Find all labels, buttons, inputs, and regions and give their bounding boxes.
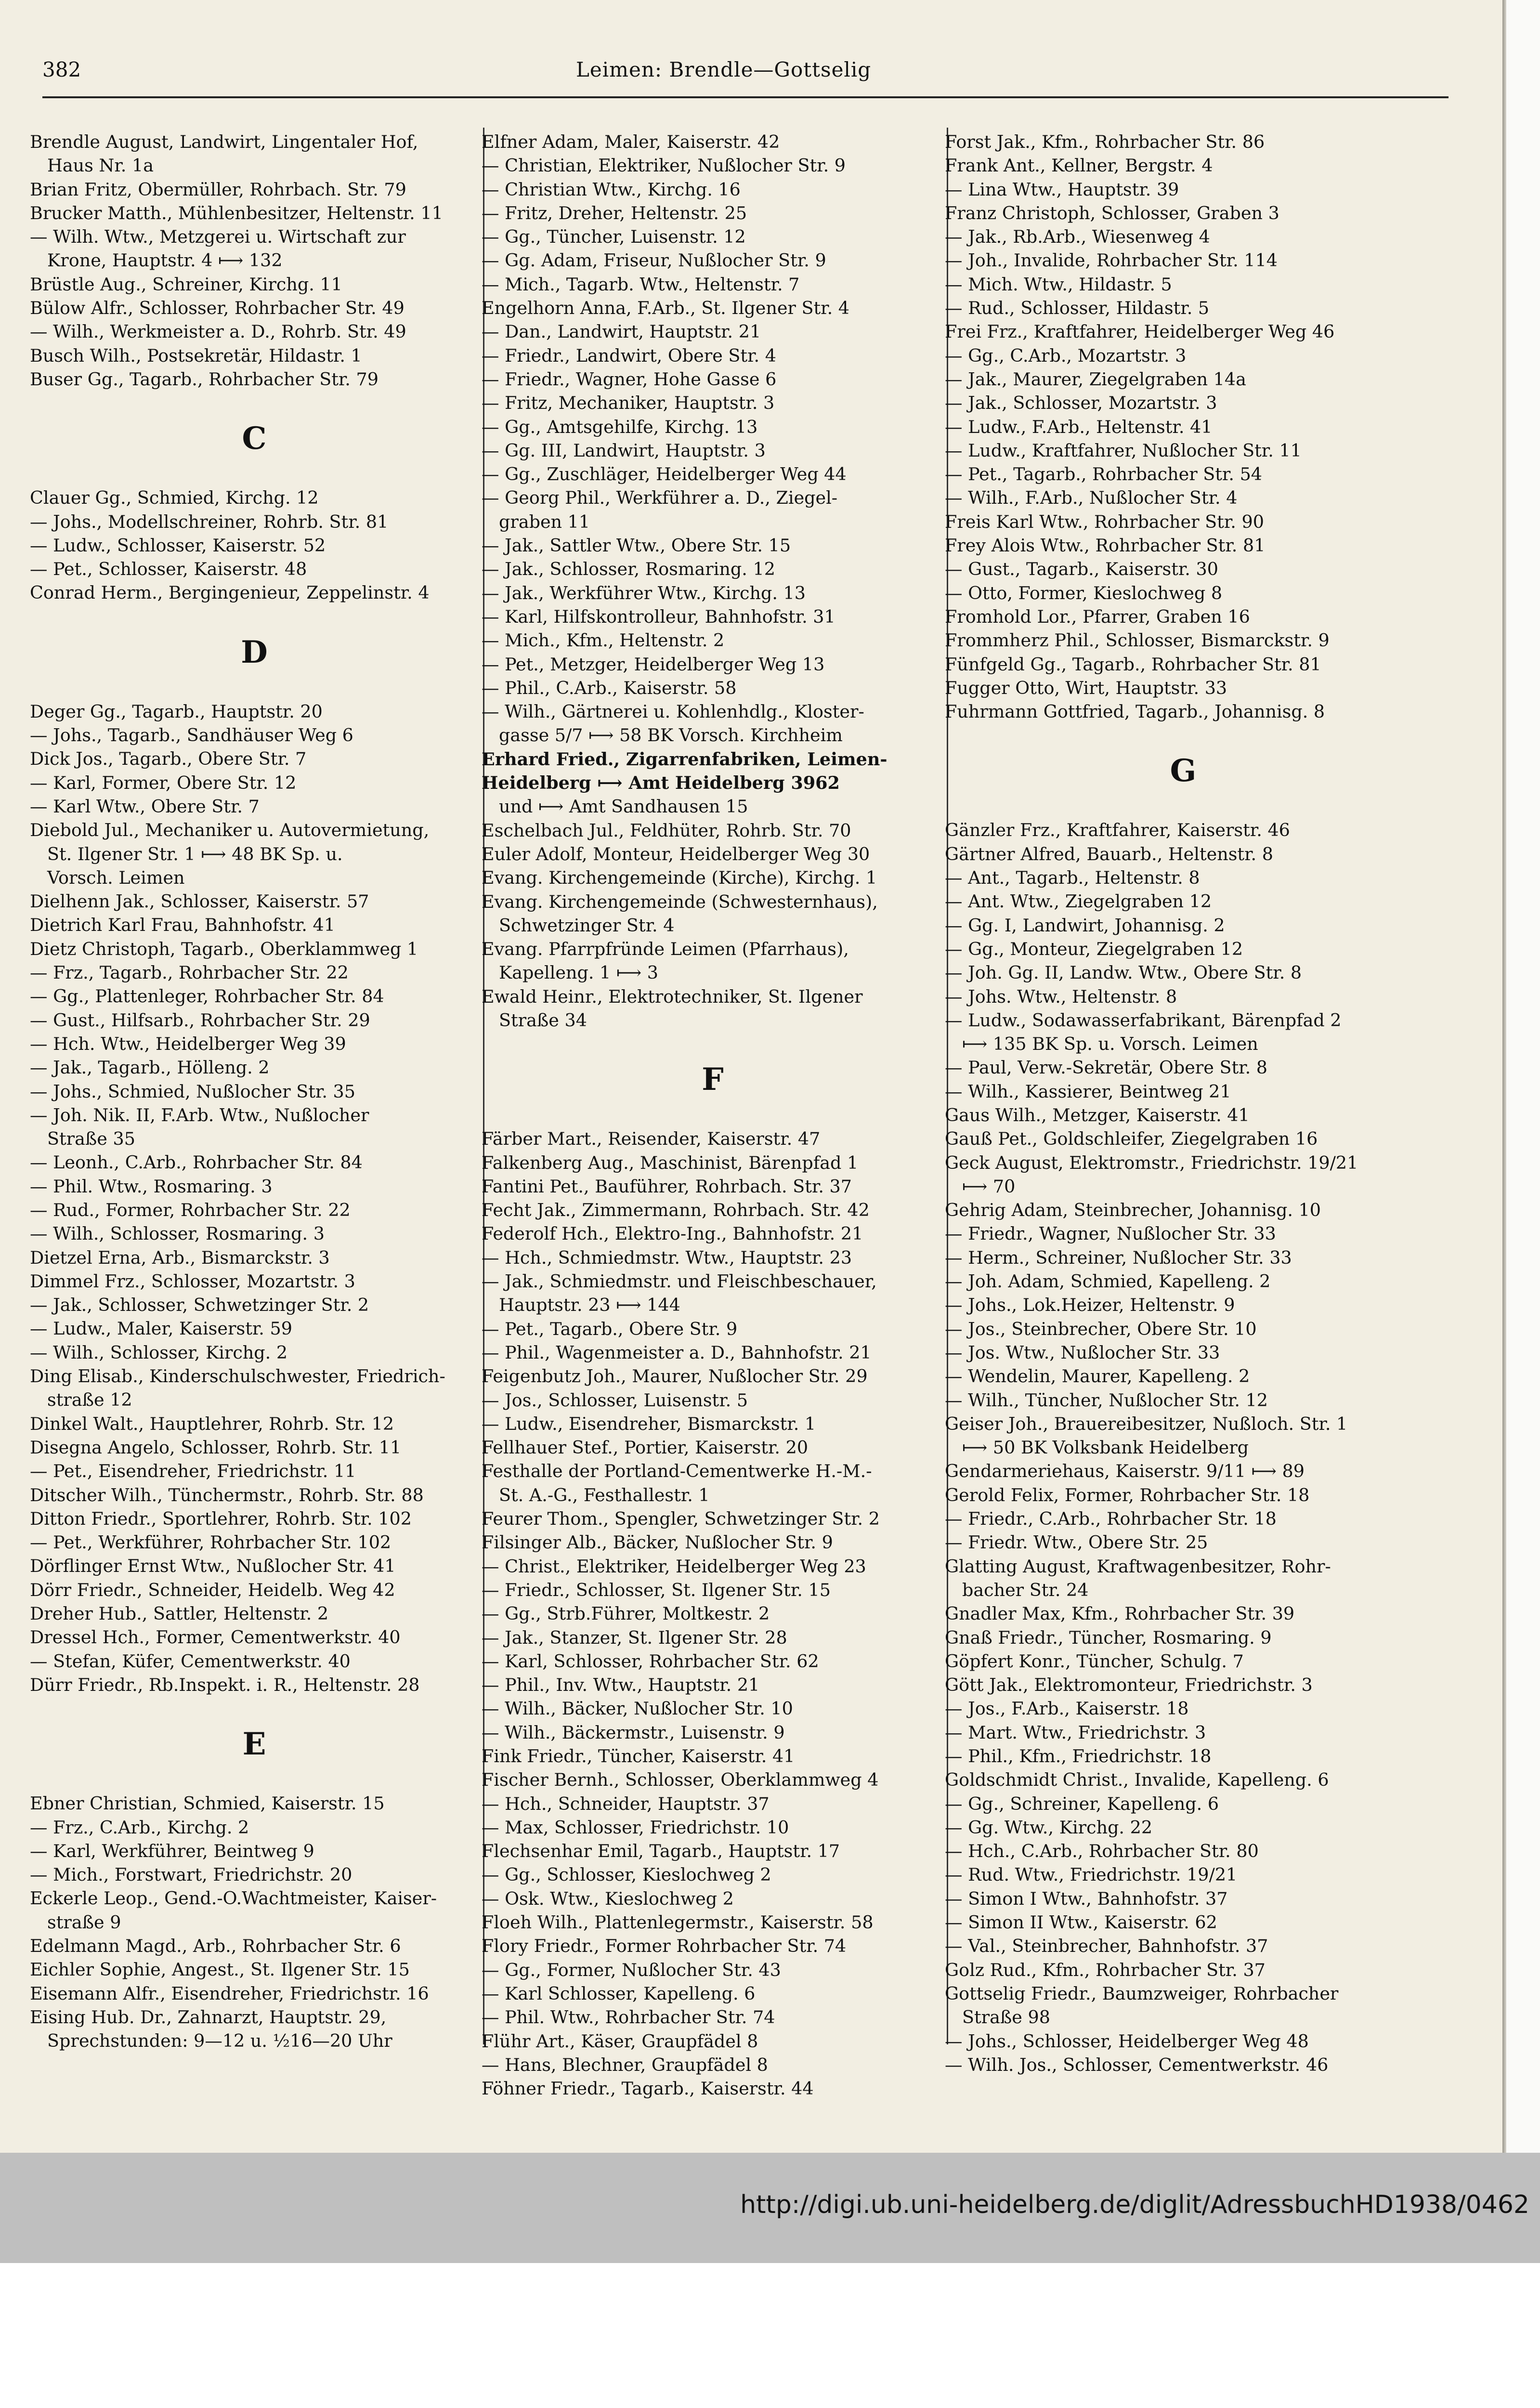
directory-entry: — Jos., Schlosser, Luisenstr. 5 [482, 1389, 748, 1411]
directory-entry: — Gg. Adam, Friseur, Nußlocher Str. 9 [482, 250, 826, 271]
directory-entry: — Simon I Wtw., Bahnhofstr. 37 [945, 1888, 1228, 1909]
directory-entry: — Pet., Tagarb., Rohrbacher Str. 54 [945, 464, 1263, 485]
directory-entry: Geck August, Elektromstr., Friedrichstr. 19/21 [945, 1152, 1358, 1173]
directory-entry: Fischer Bernh., Schlosser, Oberklammweg 4 [482, 1769, 879, 1791]
directory-entry: Dietrich Karl Frau, Bahnhofstr. 41 [30, 915, 335, 936]
directory-entry: — Ludw., F.Arb., Heltenstr. 41 [945, 416, 1213, 437]
directory-entry: — Rud. Wtw., Friedrichstr. 19/21 [945, 1864, 1238, 1885]
directory-entry: — Johs. Wtw., Heltenstr. 8 [945, 986, 1177, 1007]
directory-entry: — Wilh., Bäcker, Nußlocher Str. 10 [482, 1698, 793, 1719]
directory-entry: — Wilh. Jos., Schlosser, Cementwerkstr. 46 [945, 2054, 1329, 2075]
directory-entry: Federolf Hch., Elektro-Ing., Bahnhofstr. 21 [482, 1223, 863, 1244]
directory-entry: Kapelleng. 1 ⟼ 3 [499, 962, 658, 983]
directory-entry: — Stefan, Küfer, Cementwerkstr. 40 [30, 1650, 351, 1672]
directory-entry: — Jak., Schmiedmstr. und Fleischbeschauer, [482, 1271, 877, 1292]
directory-entry: — Georg Phil., Werkführer a. D., Ziegel- [482, 487, 838, 509]
directory-entry: — Johs., Lok.Heizer, Heltenstr. 9 [945, 1295, 1235, 1316]
directory-entry: — Gg., Amtsgehilfe, Kirchg. 13 [482, 416, 758, 437]
directory-entry: Ditton Friedr., Sportlehrer, Rohrb. Str. 102 [30, 1508, 412, 1529]
directory-entry: — Hch., Schmiedmstr. Wtw., Hauptstr. 23 [482, 1247, 852, 1268]
directory-entry: ⟼ 50 BK Volksbank Heidelberg [962, 1437, 1249, 1458]
directory-entry: Dietzel Erna, Arb., Bismarckstr. 3 [30, 1247, 330, 1268]
directory-entry: Falkenberg Aug., Maschinist, Bärenpfad 1 [482, 1152, 859, 1173]
directory-entry: — Gg., Plattenleger, Rohrbacher Str. 84 [30, 986, 384, 1007]
directory-entry: — Hch., Schneider, Hauptstr. 37 [482, 1793, 770, 1814]
directory-entry: — Ludw., Eisendreher, Bismarckstr. 1 [482, 1413, 816, 1434]
directory-entry: Dielhenn Jak., Schlosser, Kaiserstr. 57 [30, 891, 369, 912]
directory-entry: — Mich., Tagarb. Wtw., Heltenstr. 7 [482, 274, 800, 295]
directory-entry: — Wilh., Tüncher, Nußlocher Str. 12 [945, 1389, 1268, 1411]
directory-entry: — Rud., Former, Rohrbacher Str. 22 [30, 1199, 351, 1220]
directory-entry: — Friedr., Landwirt, Obere Str. 4 [482, 345, 776, 366]
directory-entry: — Jak., Schlosser, Schwetzinger Str. 2 [30, 1295, 369, 1316]
directory-entry: Frommherz Phil., Schlosser, Bismarckstr. 9 [945, 630, 1330, 651]
directory-entry: — Wendelin, Maurer, Kapelleng. 2 [945, 1366, 1250, 1387]
directory-entry: Dinkel Walt., Hauptlehrer, Rohrb. Str. 12 [30, 1413, 394, 1434]
directory-entry: Erhard Fried., Zigarrenfabriken, Leimen- [482, 748, 887, 770]
directory-entry: Feigenbutz Joh., Maurer, Nußlocher Str. 29 [482, 1366, 868, 1387]
directory-entry: Dürr Friedr., Rb.Inspekt. i. R., Heltenstr. 28 [30, 1674, 420, 1695]
directory-entry: — Christ., Elektriker, Heidelberger Weg 23 [482, 1556, 866, 1577]
directory-entry: — Wilh., F.Arb., Nußlocher Str. 4 [945, 487, 1238, 509]
directory-entry: — Karl, Schlosser, Rohrbacher Str. 62 [482, 1650, 819, 1672]
directory-entry: — Wilh., Kassierer, Beintweg 21 [945, 1081, 1231, 1102]
directory-entry: gasse 5/7 ⟼ 58 BK Vorsch. Kirchheim [499, 725, 843, 746]
directory-entry: Hauptstr. 23 ⟼ 144 [499, 1295, 680, 1316]
directory-entry: Filsinger Alb., Bäcker, Nußlocher Str. 9 [482, 1532, 833, 1553]
directory-entry: — Ludw., Schlosser, Kaiserstr. 52 [30, 535, 326, 556]
directory-entry: — Wilh., Schlosser, Rosmaring. 3 [30, 1223, 325, 1244]
directory-entry: — Max, Schlosser, Friedrichstr. 10 [482, 1817, 789, 1838]
directory-entry: Göpfert Konr., Tüncher, Schulg. 7 [945, 1650, 1244, 1672]
directory-entry: ⟼ 70 [962, 1176, 1016, 1197]
directory-entry: Dick Jos., Tagarb., Obere Str. 7 [30, 748, 307, 770]
directory-entry: Gänzler Frz., Kraftfahrer, Kaiserstr. 46 [945, 820, 1290, 841]
directory-entry: Gött Jak., Elektromonteur, Friedrichstr. 3 [945, 1675, 1313, 1696]
directory-entry: ⟼ 135 BK Sp. u. Vorsch. Leimen [962, 1034, 1258, 1055]
directory-entry: — Jak., Sattler Wtw., Obere Str. 15 [482, 535, 791, 556]
directory-entry: — Phil., C.Arb., Kaiserstr. 58 [482, 677, 737, 698]
directory-entry: — Pet., Eisendreher, Friedrichstr. 11 [30, 1461, 356, 1482]
directory-entry: Gauß Pet., Goldschleifer, Ziegelgraben 16 [945, 1128, 1318, 1150]
directory-entry: Fuhrmann Gottfried, Tagarb., Johannisg. 8 [945, 701, 1325, 722]
directory-entry: — Wilh., Werkmeister a. D., Rohrb. Str. 49 [30, 321, 406, 342]
directory-entry: — Karl, Former, Obere Str. 12 [30, 772, 297, 793]
directory-entry: Dörr Friedr., Schneider, Heidelb. Weg 42 [30, 1579, 395, 1600]
directory-entry: Evang. Pfarrpfründe Leimen (Pfarrhaus), [482, 939, 849, 960]
directory-entry: Frei Frz., Kraftfahrer, Heidelberger Weg 46 [945, 321, 1335, 342]
directory-entry: — Karl Wtw., Obere Str. 7 [30, 796, 260, 817]
directory-entry: — Christian, Elektriker, Nußlocher Str. 9 [482, 155, 846, 176]
directory-entry: Frank Ant., Kellner, Bergstr. 4 [945, 155, 1213, 176]
directory-entry: — Gg., Monteur, Ziegelgraben 12 [945, 938, 1243, 959]
directory-entry: — Ludw., Sodawasserfabrikant, Bärenpfad 2 [945, 1009, 1342, 1031]
directory-entry: Eising Hub. Dr., Zahnarzt, Hauptstr. 29, [30, 2006, 387, 2028]
directory-entry: — Simon II Wtw., Kaiserstr. 62 [945, 1912, 1217, 1933]
directory-entry: — Rud., Schlosser, Hildastr. 5 [945, 298, 1210, 319]
directory-entry: bacher Str. 24 [962, 1579, 1089, 1600]
directory-column-1 [30, 130, 479, 2053]
directory-entry: graben 11 [499, 511, 590, 532]
directory-entry: — Johs., Tagarb., Sandhäuser Weg 6 [30, 725, 353, 746]
directory-entry: straße 12 [47, 1389, 132, 1411]
section-letter: E [242, 1726, 266, 1763]
directory-entry: Krone, Hauptstr. 4 ⟼ 132 [47, 250, 283, 271]
directory-entry: St. Ilgener Str. 1 ⟼ 48 BK Sp. u. [47, 843, 343, 864]
directory-column-3 [945, 130, 1422, 2077]
directory-entry: — Joh. Nik. II, F.Arb. Wtw., Nußlocher [30, 1104, 369, 1125]
directory-entry: — Osk. Wtw., Kieslochweg 2 [482, 1888, 734, 1909]
directory-entry: Fellhauer Stef., Portier, Kaiserstr. 20 [482, 1437, 809, 1458]
directory-entry: — Wilh., Bäckermstr., Luisenstr. 9 [482, 1722, 785, 1743]
directory-entry: Brüstle Aug., Schreiner, Kirchg. 11 [30, 274, 342, 295]
directory-entry: Gehrig Adam, Steinbrecher, Johannisg. 10 [945, 1200, 1321, 1221]
page-number: 382 [42, 58, 81, 81]
section-letter: C [242, 420, 267, 457]
directory-entry: Evang. Kirchengemeinde (Kirche), Kirchg. 1 [482, 867, 877, 889]
directory-entry: — Gg., Schreiner, Kapelleng. 6 [945, 1793, 1219, 1814]
directory-entry: — Karl, Werkführer, Beintweg 9 [30, 1840, 314, 1861]
page-edge [1502, 0, 1540, 2153]
directory-entry: Brucker Matth., Mühlenbesitzer, Heltenstr. 11 [30, 202, 443, 223]
directory-entry: — Jak., Maurer, Ziegelgraben 14a [945, 368, 1246, 390]
directory-entry: — Jak., Schlosser, Mozartstr. 3 [945, 393, 1217, 414]
directory-entry: — Jos., Steinbrecher, Obere Str. 10 [945, 1318, 1257, 1339]
directory-entry: — Wilh. Wtw., Metzgerei u. Wirtschaft zur [30, 226, 406, 248]
directory-entry: — Jak., Rb.Arb., Wiesenweg 4 [945, 226, 1210, 248]
directory-entry: Bülow Alfr., Schlosser, Rohrbacher Str. 49 [30, 298, 405, 319]
directory-entry: — Dan., Landwirt, Hauptstr. 21 [482, 321, 761, 342]
directory-entry: — Lina Wtw., Hauptstr. 39 [945, 179, 1179, 200]
directory-entry: Freis Karl Wtw., Rohrbacher Str. 90 [945, 511, 1264, 532]
directory-entry: Straße 35 [47, 1128, 135, 1150]
directory-entry: Straße 98 [962, 2007, 1050, 2028]
directory-entry: Busch Wilh., Postsekretär, Hildastr. 1 [30, 345, 362, 366]
directory-entry: — Hch., C.Arb., Rohrbacher Str. 80 [945, 1841, 1259, 1862]
directory-entry: Sprechstunden: 9—12 u. ½16—20 Uhr [47, 2030, 392, 2052]
directory-entry: St. A.-G., Festhallestr. 1 [499, 1484, 710, 1505]
directory-entry: Diebold Jul., Mechaniker u. Autovermietung, [30, 820, 430, 841]
directory-entry: Gärtner Alfred, Bauarb., Heltenstr. 8 [945, 843, 1273, 864]
directory-entry: — Ludw., Maler, Kaiserstr. 59 [30, 1318, 292, 1339]
directory-entry: Eisemann Alfr., Eisendreher, Friedrichstr. 16 [30, 1983, 429, 2004]
directory-entry: — Fritz, Mechaniker, Hauptstr. 3 [482, 393, 775, 414]
directory-entry: Elfner Adam, Maler, Kaiserstr. 42 [482, 131, 780, 152]
directory-entry: — Jak., Werkführer Wtw., Kirchg. 13 [482, 582, 806, 603]
directory-entry: Fugger Otto, Wirt, Hauptstr. 33 [945, 677, 1227, 698]
directory-entry: — Gg. Wtw., Kirchg. 22 [945, 1817, 1153, 1838]
directory-entry: — Pet., Tagarb., Obere Str. 9 [482, 1318, 738, 1339]
directory-entry: Golz Rud., Kfm., Rohrbacher Str. 37 [945, 1959, 1266, 1980]
directory-entry: Ebner Christian, Schmied, Kaiserstr. 15 [30, 1793, 385, 1814]
directory-entry: — Jak., Tagarb., Hölleng. 2 [30, 1057, 270, 1078]
directory-entry: Föhner Friedr., Tagarb., Kaiserstr. 44 [482, 2078, 814, 2099]
directory-entry: Euler Adolf, Monteur, Heidelberger Weg 30 [482, 843, 870, 864]
directory-entry: Eckerle Leop., Gend.-O.Wachtmeister, Kaiser- [30, 1888, 437, 1909]
directory-entry: — Frz., C.Arb., Kirchg. 2 [30, 1817, 249, 1838]
directory-entry: — Hans, Blechner, Graupfädel 8 [482, 2054, 768, 2075]
directory-entry: Gerold Felix, Former, Rohrbacher Str. 18 [945, 1484, 1310, 1505]
directory-entry: — Phil. Wtw., Rohrbacher Str. 74 [482, 2007, 775, 2028]
directory-entry: Schwetzinger Str. 4 [499, 915, 675, 936]
directory-entry: Conrad Herm., Bergingenieur, Zeppelinstr. 4 [30, 582, 430, 603]
directory-entry: — Gust., Hilfsarb., Rohrbacher Str. 29 [30, 1009, 370, 1031]
directory-entry: Gnadler Max, Kfm., Rohrbacher Str. 39 [945, 1603, 1295, 1624]
directory-entry: — Karl, Hilfskontrolleur, Bahnhofstr. 31 [482, 606, 835, 627]
directory-entry: Färber Mart., Reisender, Kaiserstr. 47 [482, 1128, 821, 1150]
directory-entry: Geiser Joh., Brauereibesitzer, Nußloch. Str. 1 [945, 1413, 1348, 1434]
directory-entry: — Wilh., Gärtnerei u. Kohlenhdlg., Kloster- [482, 701, 864, 722]
directory-entry: — Jak., Stanzer, St. Ilgener Str. 28 [482, 1627, 787, 1648]
directory-entry: — Friedr., Wagner, Nußlocher Str. 33 [945, 1223, 1276, 1244]
directory-entry: Evang. Kirchengemeinde (Schwesternhaus), [482, 891, 878, 912]
directory-entry: — Val., Steinbrecher, Bahnhofstr. 37 [945, 1936, 1268, 1957]
directory-entry: Fromhold Lor., Pfarrer, Graben 16 [945, 606, 1250, 627]
directory-entry: — Gg., Former, Nußlocher Str. 43 [482, 1959, 781, 1980]
directory-entry: — Phil., Kfm., Friedrichstr. 18 [945, 1746, 1212, 1767]
directory-entry: Buser Gg., Tagarb., Rohrbacher Str. 79 [30, 368, 378, 390]
directory-entry: Edelmann Magd., Arb., Rohrbacher Str. 6 [30, 1936, 401, 1956]
directory-entry: Fantini Pet., Bauführer, Rohrbach. Str. 37 [482, 1176, 852, 1197]
directory-entry: — Ludw., Kraftfahrer, Nußlocher Str. 11 [945, 440, 1302, 461]
directory-entry: Gottselig Friedr., Baumzweiger, Rohrbacher [945, 1983, 1339, 2004]
directory-entry: Flechsenhar Emil, Tagarb., Hauptstr. 17 [482, 1841, 840, 1862]
directory-entry: Ditscher Wilh., Tünchermstr., Rohrb. Str. 88 [30, 1484, 424, 1505]
directory-entry: — Paul, Verw.-Sekretär, Obere Str. 8 [945, 1057, 1267, 1078]
directory-entry: — Ant. Wtw., Ziegelgraben 12 [945, 891, 1212, 912]
directory-entry: Fecht Jak., Zimmermann, Rohrbach. Str. 42 [482, 1200, 870, 1221]
section-letter: G [1170, 753, 1197, 789]
directory-entry: — Pet., Metzger, Heidelberger Weg 13 [482, 654, 825, 675]
directory-entry: Eichler Sophie, Angest., St. Ilgener Str. 15 [30, 1959, 410, 1980]
directory-entry: — Gg., Schlosser, Kieslochweg 2 [482, 1864, 771, 1885]
directory-entry: Flory Friedr., Former Rohrbacher Str. 74 [482, 1936, 847, 1957]
directory-entry: Goldschmidt Christ., Invalide, Kapelleng. 6 [945, 1769, 1329, 1791]
directory-entry: Franz Christoph, Schlosser, Graben 3 [945, 202, 1279, 223]
directory-entry: — Gg., Zuschläger, Heidelberger Weg 44 [482, 464, 847, 485]
directory-entry: — Johs., Schmied, Nußlocher Str. 35 [30, 1081, 355, 1102]
directory-entry: — Gg., Strb.Führer, Moltkestr. 2 [482, 1603, 770, 1624]
directory-entry: — Pet., Schlosser, Kaiserstr. 48 [30, 559, 307, 580]
directory-entry: Flühr Art., Käser, Graupfädel 8 [482, 2030, 758, 2052]
directory-entry: — Friedr., Wagner, Hohe Gasse 6 [482, 368, 777, 390]
directory-entry: — Mich., Kfm., Heltenstr. 2 [482, 630, 725, 651]
directory-entry: — Otto, Former, Kieslochweg 8 [945, 582, 1223, 603]
directory-entry: Dressel Hch., Former, Cementwerkstr. 40 [30, 1627, 401, 1648]
directory-entry: — Jos. Wtw., Nußlocher Str. 33 [945, 1342, 1220, 1363]
directory-entry: — Christian Wtw., Kirchg. 16 [482, 179, 741, 200]
directory-entry: Engelhorn Anna, F.Arb., St. Ilgener Str. 4 [482, 298, 850, 319]
directory-entry: — Johs., Schlosser, Heidelberger Weg 48 [945, 2030, 1309, 2052]
directory-entry: Gendarmeriehaus, Kaiserstr. 9/11 ⟼ 89 [945, 1461, 1305, 1482]
directory-entry: — Joh., Invalide, Rohrbacher Str. 114 [945, 250, 1278, 271]
directory-entry: — Jos., F.Arb., Kaiserstr. 18 [945, 1698, 1189, 1719]
directory-entry: — Friedr., C.Arb., Rohrbacher Str. 18 [945, 1508, 1277, 1530]
directory-entry: — Johs., Modellschreiner, Rohrb. Str. 81 [30, 511, 389, 532]
directory-column-2 [482, 130, 944, 2100]
directory-entry: — Gust., Tagarb., Kaiserstr. 30 [945, 559, 1218, 580]
directory-entry: Dietz Christoph, Tagarb., Oberklammweg 1 [30, 938, 418, 959]
directory-entry: Brian Fritz, Obermüller, Rohrbach. Str. 79 [30, 179, 406, 200]
directory-entry: — Phil. Wtw., Rosmaring. 3 [30, 1176, 273, 1197]
directory-entry: — Phil., Inv. Wtw., Hauptstr. 21 [482, 1675, 760, 1696]
directory-entry: Deger Gg., Tagarb., Hauptstr. 20 [30, 701, 323, 722]
directory-entry: — Wilh., Schlosser, Kirchg. 2 [30, 1342, 288, 1363]
directory-entry: — Karl Schlosser, Kapelleng. 6 [482, 1983, 756, 2004]
directory-entry: Haus Nr. 1a [47, 155, 154, 176]
directory-entry: — Mich. Wtw., Hildastr. 5 [945, 274, 1172, 295]
directory-entry: Feurer Thom., Spengler, Schwetzinger Str. 2 [482, 1508, 880, 1530]
directory-entry: — Gg., C.Arb., Mozartstr. 3 [945, 345, 1187, 366]
directory-entry: Forst Jak., Kfm., Rohrbacher Str. 86 [945, 131, 1265, 152]
directory-entry: Ding Elisab., Kinderschulschwester, Friedrich- [30, 1366, 445, 1387]
directory-entry: und ⟼ Amt Sandhausen 15 [499, 796, 748, 817]
directory-entry: Fünfgeld Gg., Tagarb., Rohrbacher Str. 81 [945, 654, 1321, 675]
directory-entry: — Friedr. Wtw., Obere Str. 25 [945, 1532, 1208, 1553]
directory-entry: Straße 34 [499, 1009, 587, 1031]
directory-entry: — Hch. Wtw., Heidelberger Weg 39 [30, 1033, 346, 1054]
directory-entry: — Phil., Wagenmeister a. D., Bahnhofstr. 21 [482, 1342, 872, 1363]
directory-entry: Vorsch. Leimen [47, 867, 185, 888]
directory-entry: Brendle August, Landwirt, Lingentaler Hof, [30, 131, 418, 152]
directory-entry: Floeh Wilh., Plattenlegermstr., Kaiserstr. 58 [482, 1912, 874, 1933]
directory-entry: straße 9 [47, 1911, 121, 1933]
directory-entry: Heidelberg ⟼ Amt Heidelberg 3962 [482, 772, 840, 794]
directory-entry: Frey Alois Wtw., Rohrbacher Str. 81 [945, 535, 1266, 556]
directory-entry: Gnaß Friedr., Tüncher, Rosmaring. 9 [945, 1627, 1272, 1648]
directory-entry: — Gg. I, Landwirt, Johannisg. 2 [945, 915, 1225, 936]
directory-entry: — Jak., Schlosser, Rosmaring. 12 [482, 559, 775, 580]
directory-entry: — Mich., Forstwart, Friedrichstr. 20 [30, 1864, 352, 1885]
directory-entry: — Herm., Schreiner, Nußlocher Str. 33 [945, 1247, 1292, 1268]
directory-entry: Eschelbach Jul., Feldhüter, Rohrb. Str. 70 [482, 820, 851, 841]
directory-entry: — Gg. III, Landwirt, Hauptstr. 3 [482, 440, 766, 461]
directory-entry: — Leonh., C.Arb., Rohrbacher Str. 84 [30, 1152, 363, 1173]
directory-entry: Festhalle der Portland-Cementwerke H.-M.- [482, 1461, 872, 1482]
directory-entry: — Mart. Wtw., Friedrichstr. 3 [945, 1722, 1206, 1743]
section-letter: D [241, 634, 268, 670]
directory-entry: — Pet., Werkführer, Rohrbacher Str. 102 [30, 1532, 392, 1553]
directory-entry: — Friedr., Schlosser, St. Ilgener Str. 15 [482, 1579, 831, 1600]
directory-entry: — Fritz, Dreher, Heltenstr. 25 [482, 202, 747, 223]
directory-entry: Gaus Wilh., Metzger, Kaiserstr. 41 [945, 1104, 1250, 1125]
directory-entry: Clauer Gg., Schmied, Kirchg. 12 [30, 487, 319, 509]
directory-entry: — Joh. Adam, Schmied, Kapelleng. 2 [945, 1271, 1271, 1292]
directory-entry: — Frz., Tagarb., Rohrbacher Str. 22 [30, 962, 349, 983]
section-letter: F [702, 1061, 724, 1098]
running-title: Leimen: Brendle—Gottselig [576, 58, 872, 81]
directory-entry: — Joh. Gg. II, Landw. Wtw., Obere Str. 8 [945, 962, 1302, 983]
header-rule [42, 96, 1449, 98]
source-url-link[interactable]: http://digi.ub.uni-heidelberg.de/diglit/AdressbuchHD1938/0462 [740, 2190, 1529, 2219]
directory-entry: Ewald Heinr., Elektrotechniker, St. Ilgener [482, 986, 863, 1007]
directory-entry: Dörflinger Ernst Wtw., Nußlocher Str. 41 [30, 1556, 396, 1577]
directory-entry: Fink Friedr., Tüncher, Kaiserstr. 41 [482, 1746, 795, 1767]
directory-entry: Glatting August, Kraftwagenbesitzer, Rohr- [945, 1556, 1331, 1577]
directory-entry: Dreher Hub., Sattler, Heltenstr. 2 [30, 1603, 329, 1624]
directory-entry: — Ant., Tagarb., Heltenstr. 8 [945, 867, 1200, 889]
directory-entry: — Gg., Tüncher, Luisenstr. 12 [482, 226, 746, 248]
directory-entry: Dimmel Frz., Schlosser, Mozartstr. 3 [30, 1270, 355, 1292]
directory-entry: Disegna Angelo, Schlosser, Rohrb. Str. 11 [30, 1437, 402, 1458]
